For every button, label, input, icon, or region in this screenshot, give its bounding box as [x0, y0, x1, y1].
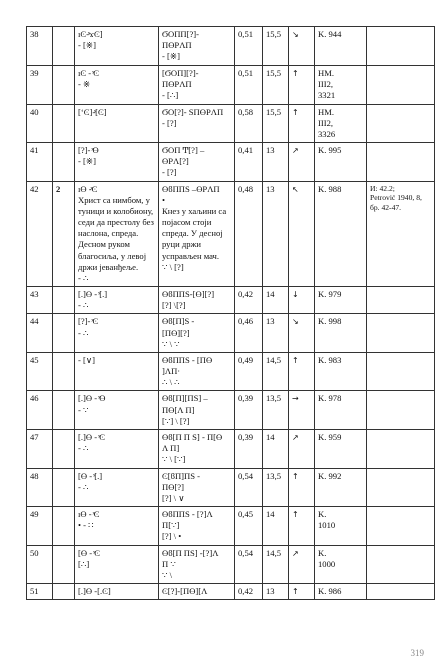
diameter-cell: [263, 314, 289, 353]
die-axis-cell: [289, 468, 315, 507]
reverse-cell-line: - [?]: [162, 167, 177, 178]
notes-cell: [367, 66, 435, 105]
obverse-cell-line: ıϴ -ͯϾ: [78, 183, 98, 194]
obverse-cell-line: [.]ϴ - ͯϾ: [78, 431, 105, 442]
number-cell-value: 50: [30, 547, 39, 558]
obverse-cell: [75, 507, 159, 546]
number-cell: [27, 27, 53, 66]
table-row: [27, 181, 435, 287]
die-axis-cell: [289, 507, 315, 546]
table-row: [27, 27, 435, 66]
number-cell: [27, 507, 53, 546]
reverse-cell-line: ϴϐΠΠЅ - [Πϴ: [162, 354, 213, 365]
die-axis-cell-value: ↑: [292, 587, 299, 597]
reverse-cell-line: Πϴ[Λ Π]: [162, 404, 195, 415]
reverse-cell-line: ϬOΠ Ͳ[?] –: [162, 145, 205, 156]
type-cell: [53, 468, 75, 507]
obverse-cell-line: ıϾ - ͯϾ: [78, 68, 100, 78]
die-axis-cell: [289, 27, 315, 66]
weight-cell-value: 0,39: [238, 393, 254, 404]
diameter-cell: [263, 468, 289, 507]
reverse-cell: [159, 507, 235, 546]
diameter-cell-value: 13: [266, 145, 275, 156]
reverse-cell-line: Ͼ[?]-[Πϴ][Λ: [162, 586, 208, 597]
reverse-cell-line: •: [162, 194, 166, 205]
die-axis-cell-value: ↖: [292, 184, 299, 194]
reverse-cell: [159, 391, 235, 430]
number-cell: [27, 66, 53, 105]
reverse-cell-line: ΠϴPΛΠ: [162, 79, 192, 90]
obverse-cell: [75, 181, 159, 287]
reference-cell-line: K. 978: [318, 393, 342, 404]
notes-cell: [367, 287, 435, 314]
notes-cell: [367, 27, 435, 66]
type-cell: [53, 66, 75, 105]
number-cell: [27, 314, 53, 353]
reverse-cell: [159, 287, 235, 314]
reverse-cell: [159, 314, 235, 353]
reference-cell-line: K. 979: [318, 289, 342, 300]
obverse-cell-line: - ※: [78, 79, 91, 90]
obverse-cell-line: [ϴ - ͯ[.]: [78, 470, 103, 481]
reverse-cell-line: ∵ \: [162, 569, 173, 580]
reverse-cell: [159, 143, 235, 182]
reverse-cell: [159, 104, 235, 143]
reverse-cell-line: [?] \ ∨: [162, 492, 185, 503]
page-number: 319: [410, 648, 424, 658]
obverse-cell: [75, 314, 159, 353]
number-cell-value: 48: [30, 470, 39, 481]
die-axis-cell: [289, 584, 315, 600]
reverse-cell-line: [∵] \ [?]: [162, 415, 190, 426]
reference-cell-line: 3321: [318, 90, 336, 101]
die-axis-cell: [289, 314, 315, 353]
reverse-cell-line: ϴϐΠΠЅ - [?]Λ: [162, 509, 213, 520]
die-axis-cell-value: ↘: [292, 30, 299, 39]
reference-cell-line: НМ.: [318, 106, 334, 117]
reverse-cell-line: ϴϐ[Π][ΠЅ] –: [162, 393, 208, 404]
type-cell: [53, 584, 75, 600]
number-cell: [27, 545, 53, 584]
weight-cell-value: 0,48: [238, 183, 254, 194]
reference-cell-line: K. 959: [318, 431, 342, 442]
weight-cell: [235, 584, 263, 600]
number-cell-value: 44: [30, 316, 39, 327]
weight-cell-value: 0,42: [238, 289, 254, 300]
table-row: [27, 429, 435, 468]
weight-cell: [235, 429, 263, 468]
number-cell-value: 42: [30, 183, 39, 194]
number-cell: [27, 104, 53, 143]
reference-cell: [315, 143, 367, 182]
die-axis-cell-value: ↑: [292, 510, 299, 520]
reference-cell-line: 1000: [318, 558, 336, 569]
reverse-cell-line: Λ Π]: [162, 443, 180, 454]
catalog-rows: [27, 27, 435, 600]
obverse-cell-line: - ∴: [78, 272, 89, 283]
die-axis-cell-value: ↓: [292, 290, 299, 300]
type-cell: [53, 143, 75, 182]
number-cell-value: 49: [30, 509, 39, 520]
reference-cell-line: K. 992: [318, 470, 342, 481]
reference-cell: [315, 352, 367, 391]
weight-cell-value: 0,49: [238, 354, 254, 365]
reverse-cell: [159, 429, 235, 468]
table-row: [27, 287, 435, 314]
weight-cell-value: 0,46: [238, 316, 254, 327]
weight-cell: [235, 468, 263, 507]
obverse-cell-line: [ϴ - ͯϾ: [78, 547, 100, 558]
reverse-cell-line: ϴϐΠΠЅ-[ϴ][?]: [162, 289, 215, 300]
diameter-cell: [263, 352, 289, 391]
obverse-cell-line: ıϴ - ͯϾ: [78, 509, 100, 520]
obverse-cell: [75, 143, 159, 182]
obverse-cell-line: ıϾ-ͯϫϾ]: [78, 29, 103, 39]
reference-cell-line: K.: [318, 509, 327, 520]
diameter-cell-value: 13,5: [266, 470, 282, 481]
obverse-cell-line: [.]ϴ - ͯϴ: [78, 393, 106, 404]
reference-cell: [315, 314, 367, 353]
reference-cell: [315, 66, 367, 105]
weight-cell-value: 0,51: [238, 29, 254, 39]
number-cell-value: 43: [30, 289, 39, 300]
number-cell: [27, 181, 53, 287]
obverse-cell-line: - ∴: [78, 327, 89, 338]
type-cell: [53, 545, 75, 584]
die-axis-cell: [289, 104, 315, 143]
notes-cell-line: И: 42.2;: [370, 183, 395, 193]
number-cell: [27, 429, 53, 468]
table-row: [27, 66, 435, 105]
number-cell-value: 46: [30, 393, 39, 404]
reverse-cell-line: [Πϴ][?]: [162, 327, 190, 338]
diameter-cell: [263, 104, 289, 143]
reverse-cell-line: ∴ \ ∴: [162, 377, 180, 388]
die-axis-cell-value: ↗: [292, 548, 299, 558]
weight-cell-value: 0,51: [238, 68, 254, 78]
reference-cell-line: K.: [318, 547, 327, 558]
table-row: [27, 584, 435, 600]
notes-cell: [367, 143, 435, 182]
notes-cell: [367, 314, 435, 353]
coin-catalog-table: [26, 26, 435, 600]
obverse-cell: [75, 104, 159, 143]
type-cell: [53, 314, 75, 353]
weight-cell: [235, 391, 263, 430]
weight-cell-value: 0,39: [238, 431, 254, 442]
number-cell-value: 41: [30, 145, 39, 156]
notes-cell: [367, 468, 435, 507]
obverse-cell-line: [?]- ͯϾ: [78, 316, 99, 327]
die-axis-cell: [289, 143, 315, 182]
reference-cell: [315, 429, 367, 468]
diameter-cell-value: 14: [266, 431, 275, 442]
table-row: [27, 314, 435, 353]
type-cell: [53, 507, 75, 546]
die-axis-cell: [289, 287, 315, 314]
reverse-cell-line: ϴPΛ[?]: [162, 156, 189, 167]
obverse-cell: [75, 66, 159, 105]
reference-cell-line: K. 944: [318, 29, 342, 39]
die-axis-cell-value: ↗: [292, 146, 299, 156]
table-row: [27, 468, 435, 507]
notes-cell: [367, 584, 435, 600]
number-cell: [27, 287, 53, 314]
reverse-cell: [159, 545, 235, 584]
weight-cell: [235, 287, 263, 314]
reverse-cell-line: - [?]: [162, 117, 177, 128]
reverse-cell-line: Π ∵: [162, 558, 176, 569]
obverse-cell-line: - ∴: [78, 300, 89, 311]
weight-cell-value: 0,45: [238, 509, 254, 520]
number-cell: [27, 584, 53, 600]
obverse-cell-line: - ∴: [78, 481, 89, 492]
type-cell-value: 2: [56, 183, 61, 194]
reverse-cell-line: Πϴ[?]: [162, 481, 184, 492]
number-cell-value: 38: [30, 29, 39, 39]
table-row: [27, 352, 435, 391]
reverse-cell-line: ∵ \ [?]: [162, 261, 184, 272]
reverse-cell-line: [?] \[?]: [162, 300, 186, 311]
number-cell-value: 45: [30, 354, 39, 365]
reference-cell-line: 3326: [318, 128, 336, 139]
reference-cell-line: K. 983: [318, 354, 342, 365]
reverse-cell-line: ϴϐΠΠЅ –ϴPΛΠ: [162, 183, 220, 194]
notes-cell: [367, 429, 435, 468]
diameter-cell-value: 13: [266, 316, 275, 327]
reverse-cell: [159, 181, 235, 287]
die-axis-cell: [289, 391, 315, 430]
notes-cell: [367, 352, 435, 391]
die-axis-cell-value: →: [292, 394, 299, 404]
die-axis-cell-value: ↑: [292, 107, 299, 117]
table-row: [27, 545, 435, 584]
reference-cell-line: K. 986: [318, 586, 342, 597]
obverse-cell: [75, 468, 159, 507]
weight-cell-value: 0,58: [238, 106, 254, 117]
diameter-cell-value: 13: [266, 183, 275, 194]
reference-cell: [315, 391, 367, 430]
die-axis-cell-value: ↘: [292, 317, 299, 327]
diameter-cell-value: 14: [266, 289, 275, 300]
reverse-cell-line: ]ΛΠ·: [162, 366, 181, 377]
diameter-cell: [263, 287, 289, 314]
obverse-cell: [75, 391, 159, 430]
diameter-cell: [263, 181, 289, 287]
type-cell: [53, 352, 75, 391]
obverse-cell-line: [.]ϴ - ͯ[.]: [78, 289, 108, 300]
notes-cell: [367, 104, 435, 143]
obverse-cell-line: - ∵: [78, 404, 89, 415]
notes-cell: [367, 391, 435, 430]
diameter-cell: [263, 507, 289, 546]
obverse-cell-line: [ʻϾ]-ͯ[Ͼ]: [78, 106, 107, 117]
obverse-cell-line: [∴]: [78, 558, 90, 569]
reverse-cell-line: ΠϴPΛΠ: [162, 40, 192, 51]
table-row: [27, 507, 435, 546]
diameter-cell: [263, 66, 289, 105]
reverse-cell: [159, 66, 235, 105]
reference-cell: [315, 468, 367, 507]
obverse-cell-line: [.]ϴ -[.Ͼ]: [78, 586, 111, 597]
reference-cell-line: ІІІ2,: [318, 117, 334, 128]
weight-cell: [235, 545, 263, 584]
reverse-cell-line: Кнез у хаљини са појасом стоји спреда. У десној руци држи усправљен мач.: [162, 205, 227, 261]
type-cell: [53, 27, 75, 66]
reference-cell: [315, 507, 367, 546]
reference-cell-line: K. 988: [318, 183, 342, 194]
number-cell: [27, 352, 53, 391]
reference-cell: [315, 545, 367, 584]
weight-cell: [235, 314, 263, 353]
obverse-cell-line: - [※]: [78, 156, 96, 167]
die-axis-cell: [289, 352, 315, 391]
diameter-cell-value: 15,5: [266, 68, 282, 78]
number-cell-value: 51: [30, 586, 39, 597]
diameter-cell-value: 13,5: [266, 393, 282, 404]
number-cell-value: 39: [30, 68, 39, 78]
obverse-cell: [75, 429, 159, 468]
reference-cell-line: K. 998: [318, 316, 342, 327]
reference-cell-line: НМ.: [318, 68, 334, 78]
weight-cell: [235, 27, 263, 66]
die-axis-cell: [289, 181, 315, 287]
table-row: [27, 391, 435, 430]
reference-cell-line: 1010: [318, 520, 336, 531]
diameter-cell-value: 15,5: [266, 29, 282, 39]
diameter-cell: [263, 545, 289, 584]
diameter-cell-value: 15,5: [266, 106, 282, 117]
weight-cell-value: 0,41: [238, 145, 254, 156]
reverse-cell-line: ϴϐ[Π ΠЅ] -[?]Λ: [162, 547, 219, 558]
obverse-cell: [75, 545, 159, 584]
reverse-cell-line: ∵ \ [∵]: [162, 454, 186, 465]
obverse-cell: [75, 584, 159, 600]
weight-cell: [235, 507, 263, 546]
weight-cell: [235, 143, 263, 182]
obverse-cell: [75, 27, 159, 66]
number-cell: [27, 391, 53, 430]
reverse-cell-line: ϬO[?]- ЅΠϴPΛΠ: [162, 106, 224, 117]
reverse-cell-line: ∵ \ ∵: [162, 338, 180, 349]
die-axis-cell-value: ↑: [292, 69, 299, 78]
obverse-cell-line: [?]- ͯϴ: [78, 145, 99, 156]
reference-cell: [315, 27, 367, 66]
diameter-cell: [263, 429, 289, 468]
reference-cell-line: K. 995: [318, 145, 342, 156]
obverse-cell-line: Христ са нимбом, у туници и колобиону, седи да престолу без наслона, спреда. Десном руком благосиља, у левој држи јеванђеље.: [78, 194, 154, 272]
obverse-cell: [75, 287, 159, 314]
reference-cell: [315, 181, 367, 287]
reverse-cell-line: - [∴]: [162, 90, 179, 101]
notes-cell: [367, 545, 435, 584]
diameter-cell-value: 14,5: [266, 547, 282, 558]
notes-cell-line: Petrović 1940, 8, бр. 42-47.: [370, 193, 422, 213]
diameter-cell-value: 13: [266, 586, 275, 597]
type-cell: [53, 181, 75, 287]
type-cell: [53, 429, 75, 468]
number-cell-value: 47: [30, 431, 39, 442]
weight-cell: [235, 66, 263, 105]
die-axis-cell-value: ↑: [292, 471, 299, 481]
reference-cell-line: ІІІ2,: [318, 79, 334, 90]
obverse-cell-line: - [∨]: [78, 354, 96, 365]
die-axis-cell: [289, 429, 315, 468]
reverse-cell: [159, 468, 235, 507]
number-cell: [27, 143, 53, 182]
type-cell: [53, 391, 75, 430]
obverse-cell: [75, 352, 159, 391]
reverse-cell-line: ϬOΠΠ[?]-: [162, 29, 200, 39]
die-axis-cell: [289, 545, 315, 584]
number-cell-value: 40: [30, 106, 39, 117]
reverse-cell-line: - [※]: [162, 51, 180, 62]
reference-cell: [315, 287, 367, 314]
diameter-cell: [263, 143, 289, 182]
reverse-cell: [159, 584, 235, 600]
weight-cell: [235, 352, 263, 391]
weight-cell-value: 0,42: [238, 586, 254, 597]
reference-cell: [315, 584, 367, 600]
diameter-cell: [263, 27, 289, 66]
reverse-cell-line: Ͼ[ϐΠ]ΠЅ -: [162, 470, 201, 481]
obverse-cell-line: - [※]: [78, 40, 96, 51]
reverse-cell-line: ϴϐ[Π Π Ѕ] - Π[ϴ: [162, 431, 223, 442]
notes-cell: [367, 507, 435, 546]
diameter-cell: [263, 584, 289, 600]
type-cell: [53, 104, 75, 143]
diameter-cell-value: 14: [266, 509, 275, 520]
reverse-cell-line: ϴϐ[Π]Ѕ -: [162, 316, 195, 327]
obverse-cell-line: • - ∷: [78, 520, 94, 531]
obverse-cell-line: - ∴: [78, 443, 89, 454]
table-row: [27, 104, 435, 143]
notes-cell: [367, 181, 435, 287]
reverse-cell: [159, 27, 235, 66]
die-axis-cell: [289, 66, 315, 105]
die-axis-cell-value: ↗: [292, 432, 299, 442]
die-axis-cell-value: ↑: [292, 355, 299, 365]
reverse-cell-line: [?] \ •: [162, 531, 182, 542]
weight-cell: [235, 181, 263, 287]
reference-cell: [315, 104, 367, 143]
reverse-cell-line: [ϬOΠ][?]-: [162, 68, 199, 78]
table-row: [27, 143, 435, 182]
weight-cell-value: 0,54: [238, 547, 254, 558]
reverse-cell: [159, 352, 235, 391]
weight-cell-value: 0,54: [238, 470, 254, 481]
reverse-cell-line: Π[∵]: [162, 520, 180, 531]
diameter-cell: [263, 391, 289, 430]
type-cell: [53, 287, 75, 314]
number-cell: [27, 468, 53, 507]
diameter-cell-value: 14,5: [266, 354, 282, 365]
weight-cell: [235, 104, 263, 143]
